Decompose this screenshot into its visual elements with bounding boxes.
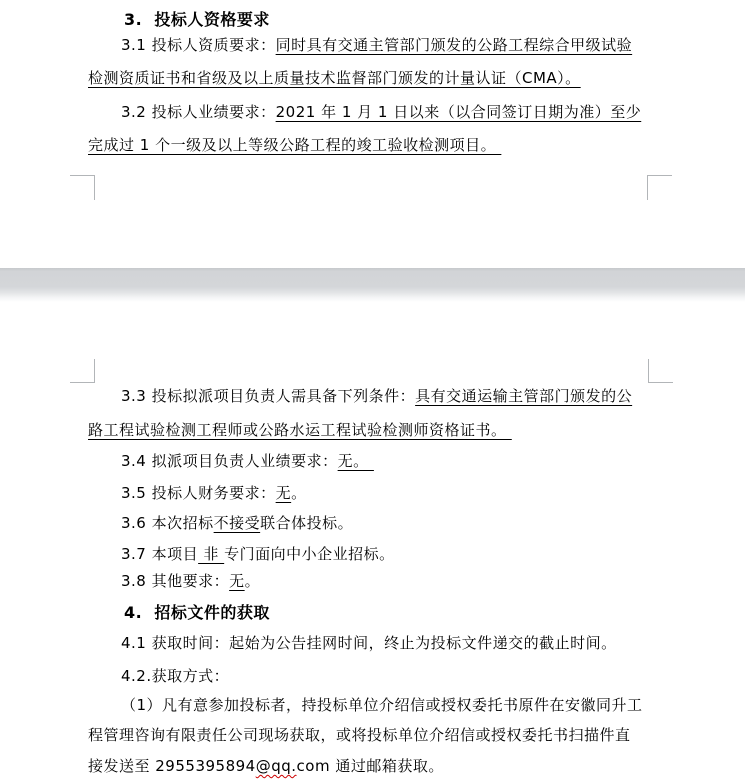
text-segment: com 通过邮箱获取。: [296, 757, 444, 775]
doc-line[interactable]: [88, 66, 650, 90]
text-segment: 程管理咨询有限责任公司现场获取，或将投标单位介绍信或授权委托书扫描件直: [88, 726, 631, 744]
text-segment: （1）凡有意参加投标者，持投标单位介绍信或授权委托书原件在安徽同升工: [121, 696, 643, 714]
text-segment: 。: [244, 572, 261, 590]
doc-line[interactable]: [88, 449, 650, 473]
underlined-text: 无。: [337, 452, 374, 470]
doc-line[interactable]: [88, 723, 650, 747]
doc-line[interactable]: [88, 754, 650, 778]
section-heading[interactable]: [88, 8, 650, 32]
doc-line[interactable]: [88, 384, 650, 408]
underlined-text: 无: [229, 572, 245, 590]
text-segment: 4.1 获取时间：起始为公告挂网时间，终止为投标文件递交的截止时间。: [121, 634, 617, 652]
text-segment: 3.4 拟派项目负责人业绩要求：: [121, 452, 338, 470]
underlined-text: 具有交通运输主管部门颁发的公: [415, 387, 633, 405]
text-segment: 联合体投标。: [260, 514, 354, 532]
text-segment: 专门面向中小企业招标。: [224, 545, 395, 563]
doc-line[interactable]: [88, 33, 650, 57]
text-segment: 3.8 其他要求：: [121, 572, 230, 590]
doc-line[interactable]: [88, 631, 650, 655]
underlined-text: 完成过 1 个一级及以上等级公路工程的竣工验收检测项目。: [88, 136, 502, 154]
doc-line[interactable]: [88, 693, 650, 717]
doc-line[interactable]: [88, 418, 650, 442]
text-segment: 接发送至 2955395894: [88, 757, 256, 775]
text-segment: 3.6 本次招标: [121, 514, 214, 532]
underlined-text: 检测资质证书和省级及以上质量技术监督部门颁发的计量认证（CMA）。: [88, 69, 581, 87]
doc-line[interactable]: [88, 100, 650, 124]
doc-line[interactable]: [88, 569, 650, 593]
doc-line[interactable]: [88, 664, 650, 688]
text-segment: 4.2.获取方式：: [121, 667, 230, 685]
underlined-text: 同时具有交通主管部门颁发的公路工程综合甲级试验: [275, 36, 633, 54]
underlined-text: 非: [198, 545, 225, 563]
underlined-text: 2021 年 1 月 1 日以来（以合同签订日期为准）至少: [275, 103, 642, 121]
spellcheck-flagged-text: @qq.: [255, 757, 297, 775]
text-segment: 3.2 投标人业绩要求：: [121, 103, 276, 121]
text-segment: 。: [291, 484, 307, 502]
text-segment: 3.3 投标拟派项目负责人需具备下列条件：: [121, 387, 416, 405]
doc-line[interactable]: [88, 542, 650, 566]
doc-line[interactable]: [88, 511, 650, 535]
doc-line[interactable]: [88, 481, 650, 505]
text-segment: 3.7 本项目: [121, 545, 199, 563]
text-segment: 3.1 投标人资质要求：: [121, 36, 276, 54]
doc-line[interactable]: [88, 133, 650, 157]
underlined-text: 路工程试验检测工程师或公路水运工程试验检测师资格证书。: [88, 421, 512, 439]
underlined-text: 无: [275, 484, 292, 502]
text-segment: 3.5 投标人财务要求：: [121, 484, 276, 502]
text-segment: 4. 招标文件的获取: [124, 603, 270, 622]
text-segment: 3. 投标人资格要求: [124, 10, 270, 29]
section-heading[interactable]: [88, 601, 650, 625]
underlined-text: 不接受: [213, 514, 261, 532]
